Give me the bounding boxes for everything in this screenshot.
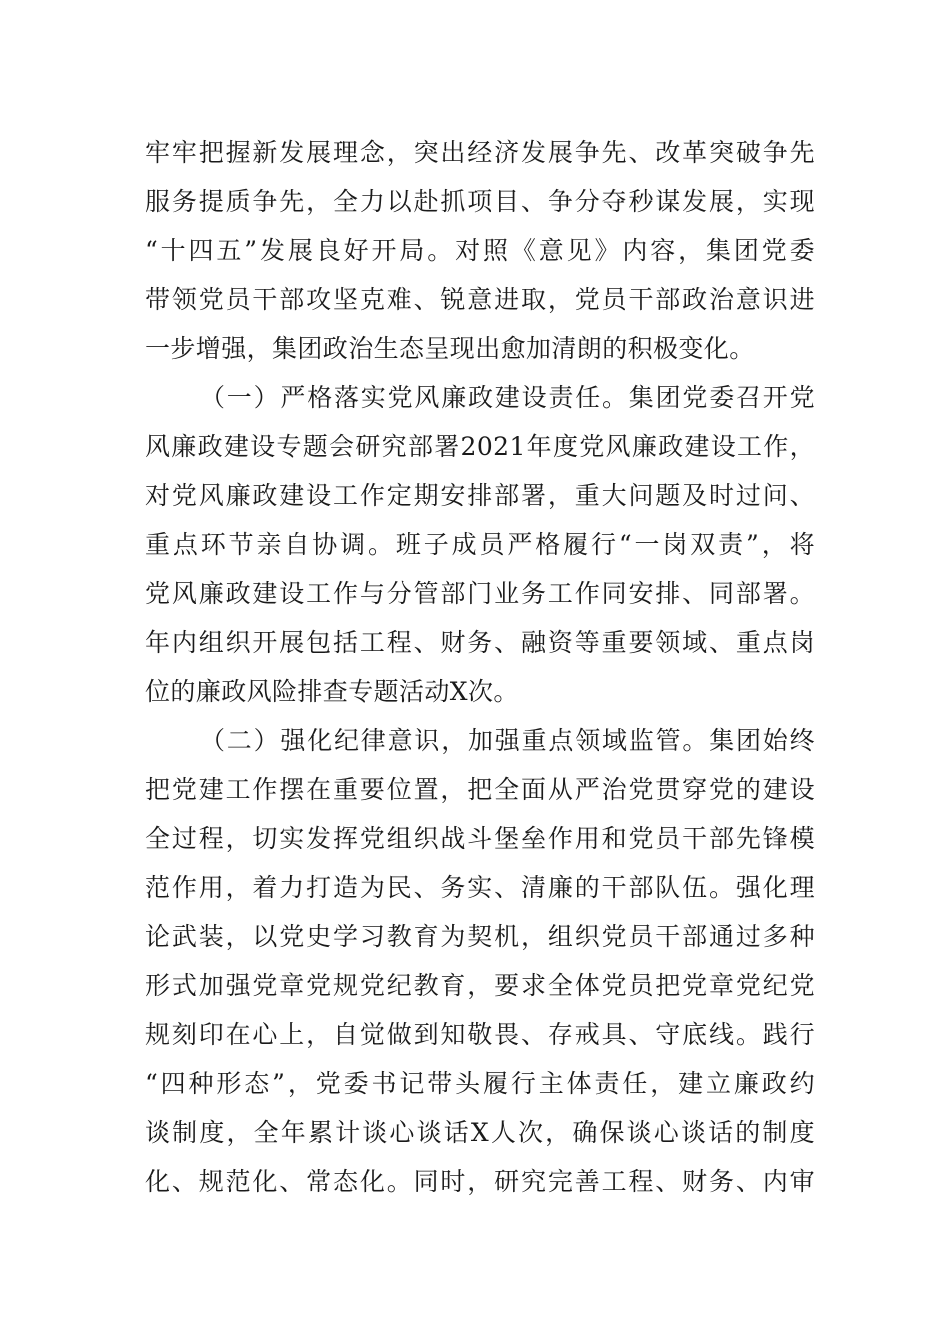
paragraph-heading-line: （一）严格落实党风廉政建设责任。集团党委召开党 bbox=[200, 383, 815, 412]
text-line: 牢牢把握新发展理念，突出经济发展争先、改革突破争先 bbox=[145, 138, 815, 167]
text-line: 全过程，切实发挥党组织战斗堡垒作用和党员干部先锋模 bbox=[145, 824, 815, 853]
text-line: 风廉政建设专题会研究部署2021年度党风廉政建设工作， bbox=[145, 432, 815, 461]
text-line: 对党风廉政建设工作定期安排部署，重大问题及时过问、 bbox=[145, 481, 815, 510]
text-line: “十四五”发展良好开局。对照《意见》内容，集团党委 bbox=[145, 236, 815, 265]
text-line: 谈制度，全年累计谈心谈话X人次，确保谈心谈话的制度 bbox=[145, 1118, 815, 1147]
text-line: 年内组织开展包括工程、财务、融资等重要领域、重点岗 bbox=[145, 628, 815, 657]
text-line: 重点环节亲自协调。班子成员严格履行“一岗双责”，将 bbox=[145, 530, 815, 559]
text-line: 范作用，着力打造为民、务实、清廉的干部队伍。强化理 bbox=[145, 873, 815, 902]
text-line: 形式加强党章党规党纪教育，要求全体党员把党章党纪党 bbox=[145, 971, 815, 1000]
text-line: 一步增强，集团政治生态呈现出愈加清朗的积极变化。 bbox=[145, 334, 755, 363]
text-line: 论武装，以党史学习教育为契机，组织党员干部通过多种 bbox=[145, 922, 815, 951]
text-line: 化、规范化、常态化。同时，研究完善工程、财务、内审 bbox=[145, 1167, 815, 1196]
text-line: 位的廉政风险排查专题活动X次。 bbox=[145, 677, 519, 706]
text-line: 把党建工作摆在重要位置，把全面从严治党贯穿党的建设 bbox=[145, 775, 815, 804]
text-line: “四种形态”，党委书记带头履行主体责任，建立廉政约 bbox=[145, 1069, 815, 1098]
text-line: 带领党员干部攻坚克难、锐意进取，党员干部政治意识进 bbox=[145, 285, 815, 314]
text-line: 规刻印在心上，自觉做到知敬畏、存戒具、守底线。践行 bbox=[145, 1020, 815, 1049]
paragraph-heading-line: （二）强化纪律意识，加强重点领域监管。集团始终 bbox=[200, 726, 815, 755]
text-line: 党风廉政建设工作与分管部门业务工作同安排、同部署。 bbox=[145, 579, 815, 608]
text-line: 服务提质争先，全力以赴抓项目、争分夺秒谋发展，实现 bbox=[145, 187, 815, 216]
